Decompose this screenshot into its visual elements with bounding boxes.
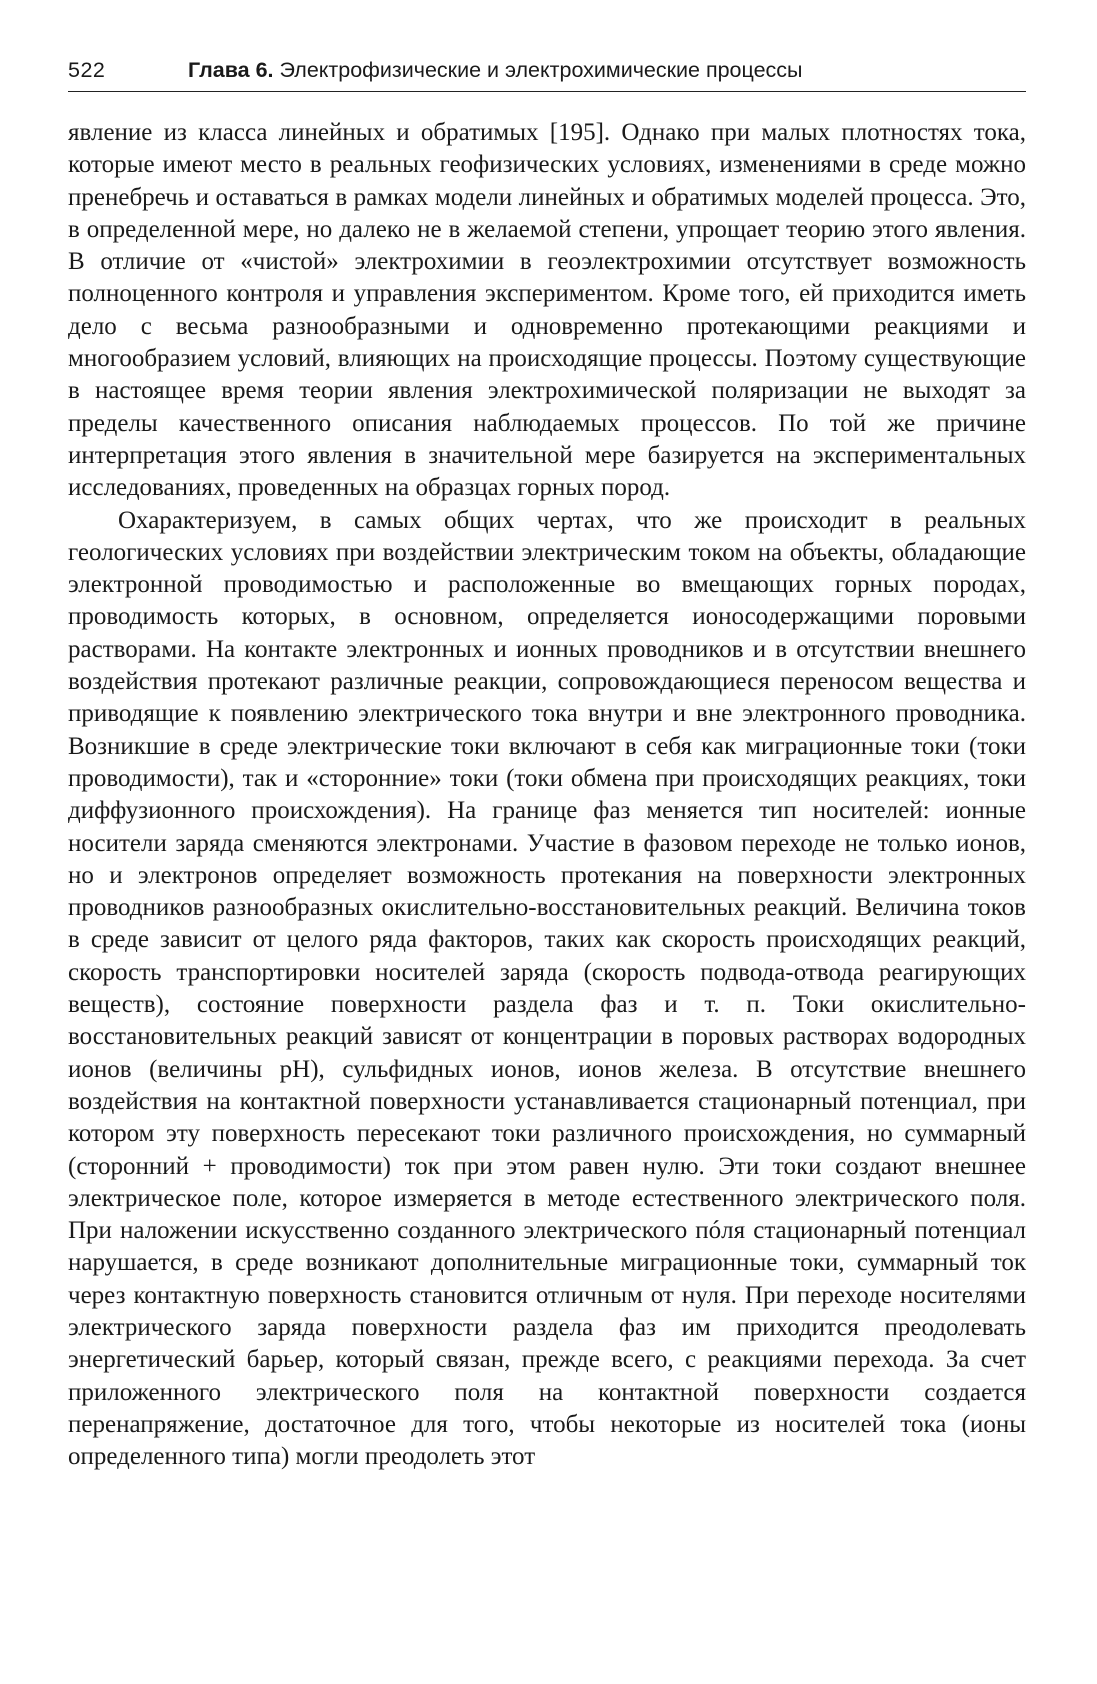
running-head [68, 58, 1026, 92]
page-number: 522 [68, 58, 106, 82]
chapter-label: Глава 6. [188, 58, 274, 82]
chapter-title: Электрофизические и электрохимические процессы [279, 58, 803, 82]
body-text [68, 117, 1026, 1473]
paragraph-continuation: явление из класса линейных и обратимых [195]. Однако при малых плотностях тока, которые имеют место в реальных геофизических условиях, изменениями в среде можно пренебречь и оставаться в рамках модели линейных и обратимых моделей процесса. Это, в определенной мере, но далеко не в желаемой степени, упрощает теорию этого явления. В отличие от «чистой» электрохимии в геоэлектрохимии отсутствует возможность полноценного контроля и управления экспериментом. Кроме того, ей приходится иметь дело с весьма разнообразными и одновременно протекающими реакциями и многообразием условий, влияющих на происходящие процессы. Поэтому существующие в настоящее время теории явления электрохимической поляризации не выходят за пределы качественного описания наблюдаемых процессов. По той же причине интерпретация этого явления в значительной мере базируется на экспериментальных исследованиях, проведенных на образцах горных пород. [68, 119, 1026, 502]
paragraph: Охарактеризуем, в самых общих чертах, что же происходит в реальных геологических условиях при воздействии электрическим током на объекты, обладающие электронной проводимостью и расположенные во вмещающих горных породах, проводимость которых, в основном, определяется ионосодержащими поровыми растворами. На контакте электронных и ионных проводников и в отсутствии внешнего воздействия протекают различные реакции, сопровождающиеся переносом вещества и приводящие к появлению электрического тока внутри и вне электронного проводника. Возникшие в среде электрические токи включают в себя как миграционные токи (токи проводимости), так и «сторонние» токи (токи обмена при происходящих реакциях, токи диффузионного происхождения). На границе фаз меняется тип носителей: ионные носители заряда сменяются электронами. Участие в фазовом переходе не только ионов, но и электронов определяет возможность протекания на поверхности электронных проводников разнообразных окислительно-восстановительных реакций. Величина токов в среде зависит от целого ряда факторов, таких как скорость происходящих реакций, скорость транспортировки носителей заряда (скорость подвода-отвода реагирующих веществ), состояние поверхности раздела фаз и т. п. Токи окислительно-восстановительных реакций зависят от концентрации в поровых растворах водородных ионов (величины pH), сульфидных ионов, ионов железа. В отсутствие внешнего воздействия на контактной поверхности устанавливается стационарный потенциал, при котором эту поверхность пересекают токи различного происхождения, но суммарный (сторонний + проводимости) ток при этом равен нулю. Эти токи создают внешнее электрическое поле, которое измеряется в методе естественного электрического поля. При наложении искусственно созданного электрического пóля стационарный потенциал нарушается, в среде возникают дополнительные миграционные токи, суммарный ток через контактную поверхность становится отличным от нуля. При переходе носителями электрического заряда поверхности раздела фаз им приходится преодолевать энергетический барьер, который связан, прежде всего, с реакциями перехода. За счет приложенного электрического поля на контактной поверхности создается перенапряжение, достаточное для того, чтобы некоторые из носителей тока (ионы определенного типа) могли преодолеть этот [68, 506, 1026, 1471]
book-page [68, 58, 1026, 1473]
